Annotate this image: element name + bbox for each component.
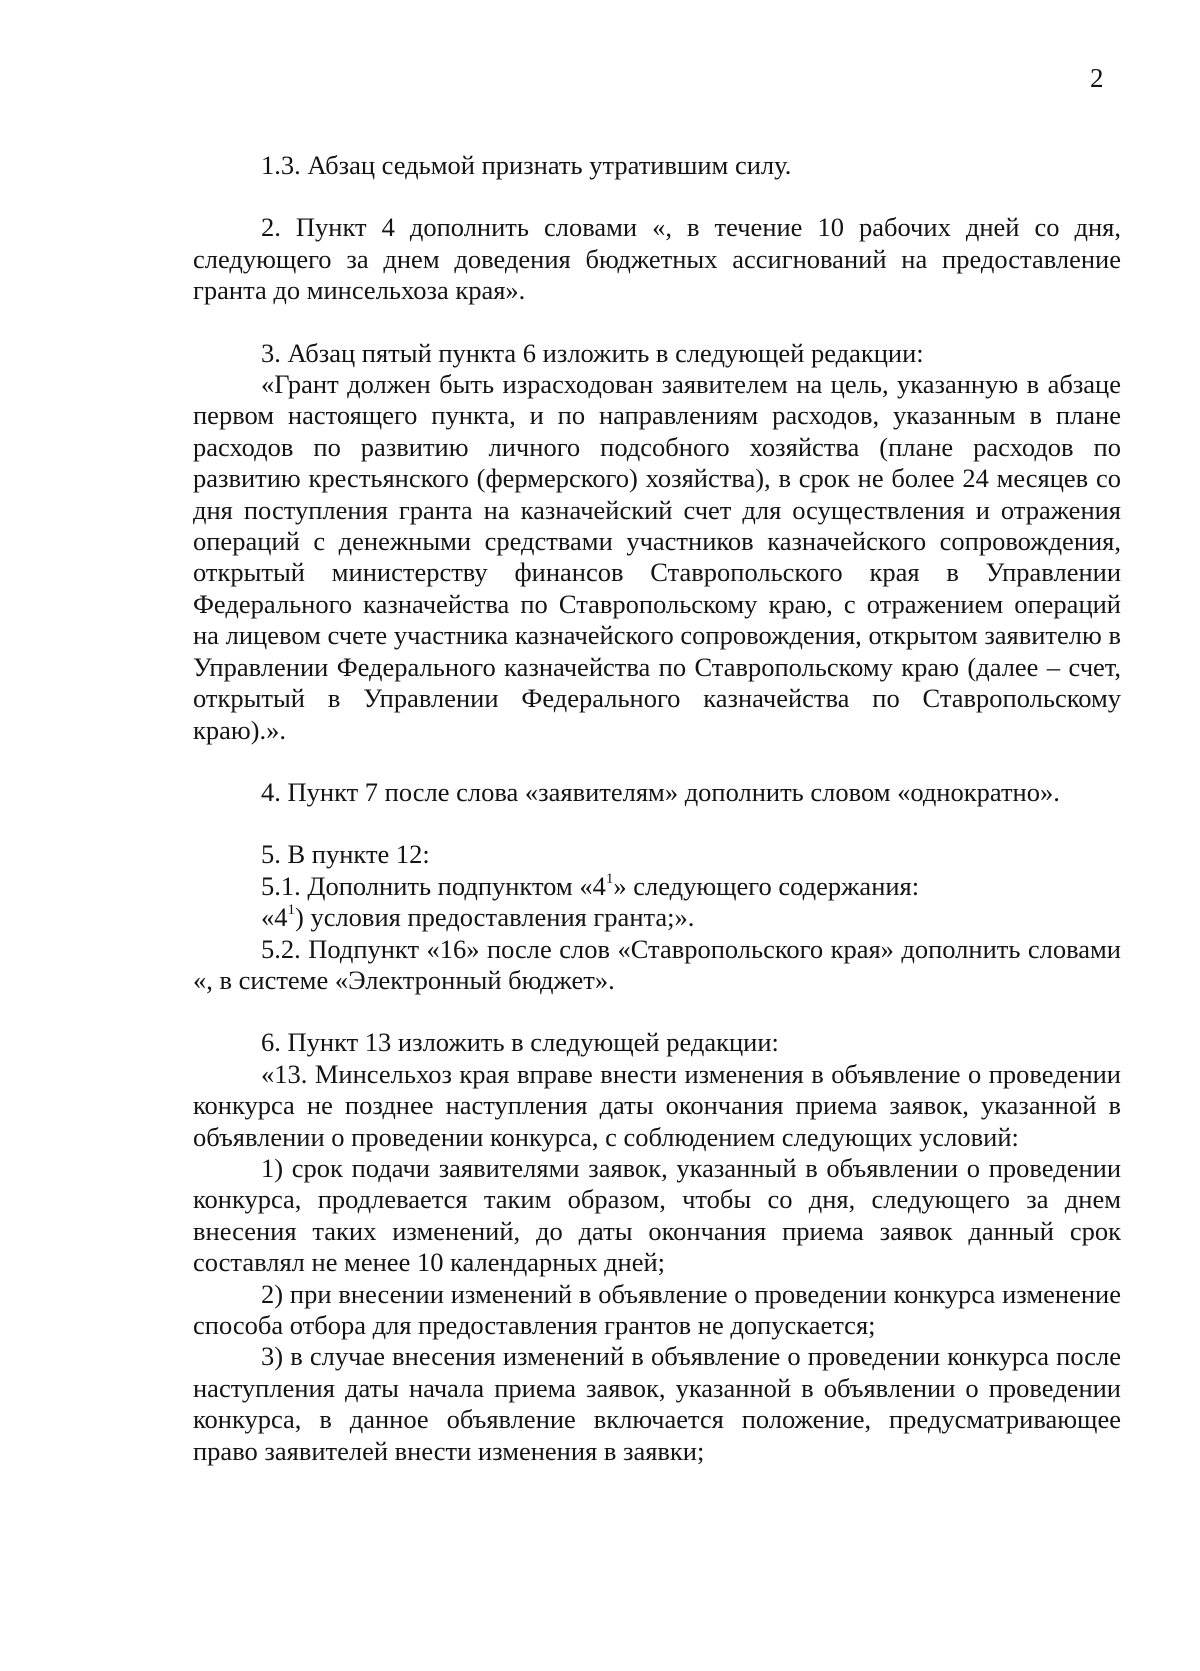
paragraph-6-item-2: 2) при внесении изменений в объявление о проведении конкурса изменение способа отбора для предоставления грантов не допускается; bbox=[193, 1278, 1121, 1340]
paragraph-5-1-quote-before: «4 bbox=[261, 902, 288, 933]
paragraph-5-2: 5.2. Подпункт «16» после слов «Ставропольского края» дополнить словами «, в системе «Электронный бюджет». bbox=[193, 933, 1121, 995]
paragraph-2: 2. Пункт 4 дополнить словами «, в течение 10 рабочих дней со дня, следующего за днем доведения бюджетных ассигнований на предоставление гранта до минсельхоза края». bbox=[193, 212, 1121, 306]
superscript: 1 bbox=[287, 902, 295, 919]
superscript: 1 bbox=[605, 870, 614, 887]
document-body bbox=[193, 150, 1121, 1467]
paragraph-3-quote: «Грант должен быть израсходован заявителем на цель, указанную в абзаце первом настоящего пункта, и по направлениям расходов, указанным в плане расходов по развитию личного подсобного хозяйства (плане расходов по развитию крестьянского (фермерского) хозяйства), в срок не более 24 месяцев со дня поступления гранта на казначейский счет для осуществления и отражения операций с денежными средствами участников казначейского сопровождения, открытый министерству финансов Ставропольского края в Управлении Федерального казначейства по Ставропольскому краю, с отражением операций на лицевом счете участника казначейского сопровождения, открытом заявителю в Управлении Федерального казначейства по Ставропольскому краю (далее – счет, открытый в Управлении Федерального казначейства по Ставропольскому краю).». bbox=[193, 369, 1121, 745]
paragraph-5: 5. В пункте 12: bbox=[261, 839, 430, 870]
paragraph-1-3: 1.3. Абзац седьмой признать утратившим силу. bbox=[261, 150, 792, 180]
paragraph-6-item-1: 1) срок подачи заявителями заявок, указанный в объявлении о проведении конкурса, продлевается таким образом, чтобы со дня, следующего за днем внесения таких изменений, до даты окончания приема заявок данный срок составлял не менее 10 календарных дней; bbox=[193, 1152, 1121, 1278]
paragraph-5-1-quote-after: ) условия предоставления гранта;». bbox=[295, 902, 695, 933]
paragraph-4: 4. Пункт 7 после слова «заявителям» дополнить словом «однократно». bbox=[261, 776, 1060, 807]
paragraph-6: 6. Пункт 13 изложить в следующей редакции: bbox=[261, 1027, 779, 1058]
paragraph-5-1-before: 5.1. Дополнить подпунктом «4 bbox=[261, 870, 606, 901]
paragraph-5-1-quote bbox=[193, 902, 1121, 933]
paragraph-5-1 bbox=[193, 871, 1121, 902]
page-number: 2 bbox=[1090, 63, 1104, 93]
paragraph-6-item-3: 3) в случае внесения изменений в объявление о проведении конкурса после наступления даты начала приема заявок, указанной в объявлении о проведении конкурса, в данное объявление включается положение, предусматривающее право заявителей внести изменения в заявки; bbox=[193, 1341, 1121, 1466]
paragraph-3: 3. Абзац пятый пункта 6 изложить в следующей редакции: bbox=[261, 337, 924, 368]
paragraph-5-1-after: » следующего содержания: bbox=[613, 870, 920, 901]
paragraph-6-quote: «13. Минсельхоз края вправе внести изменения в объявление о проведении конкурса не позднее наступления даты окончания приема заявок, указанной в объявлении о проведении конкурса, с соблюдением следующих условий: bbox=[193, 1058, 1121, 1152]
